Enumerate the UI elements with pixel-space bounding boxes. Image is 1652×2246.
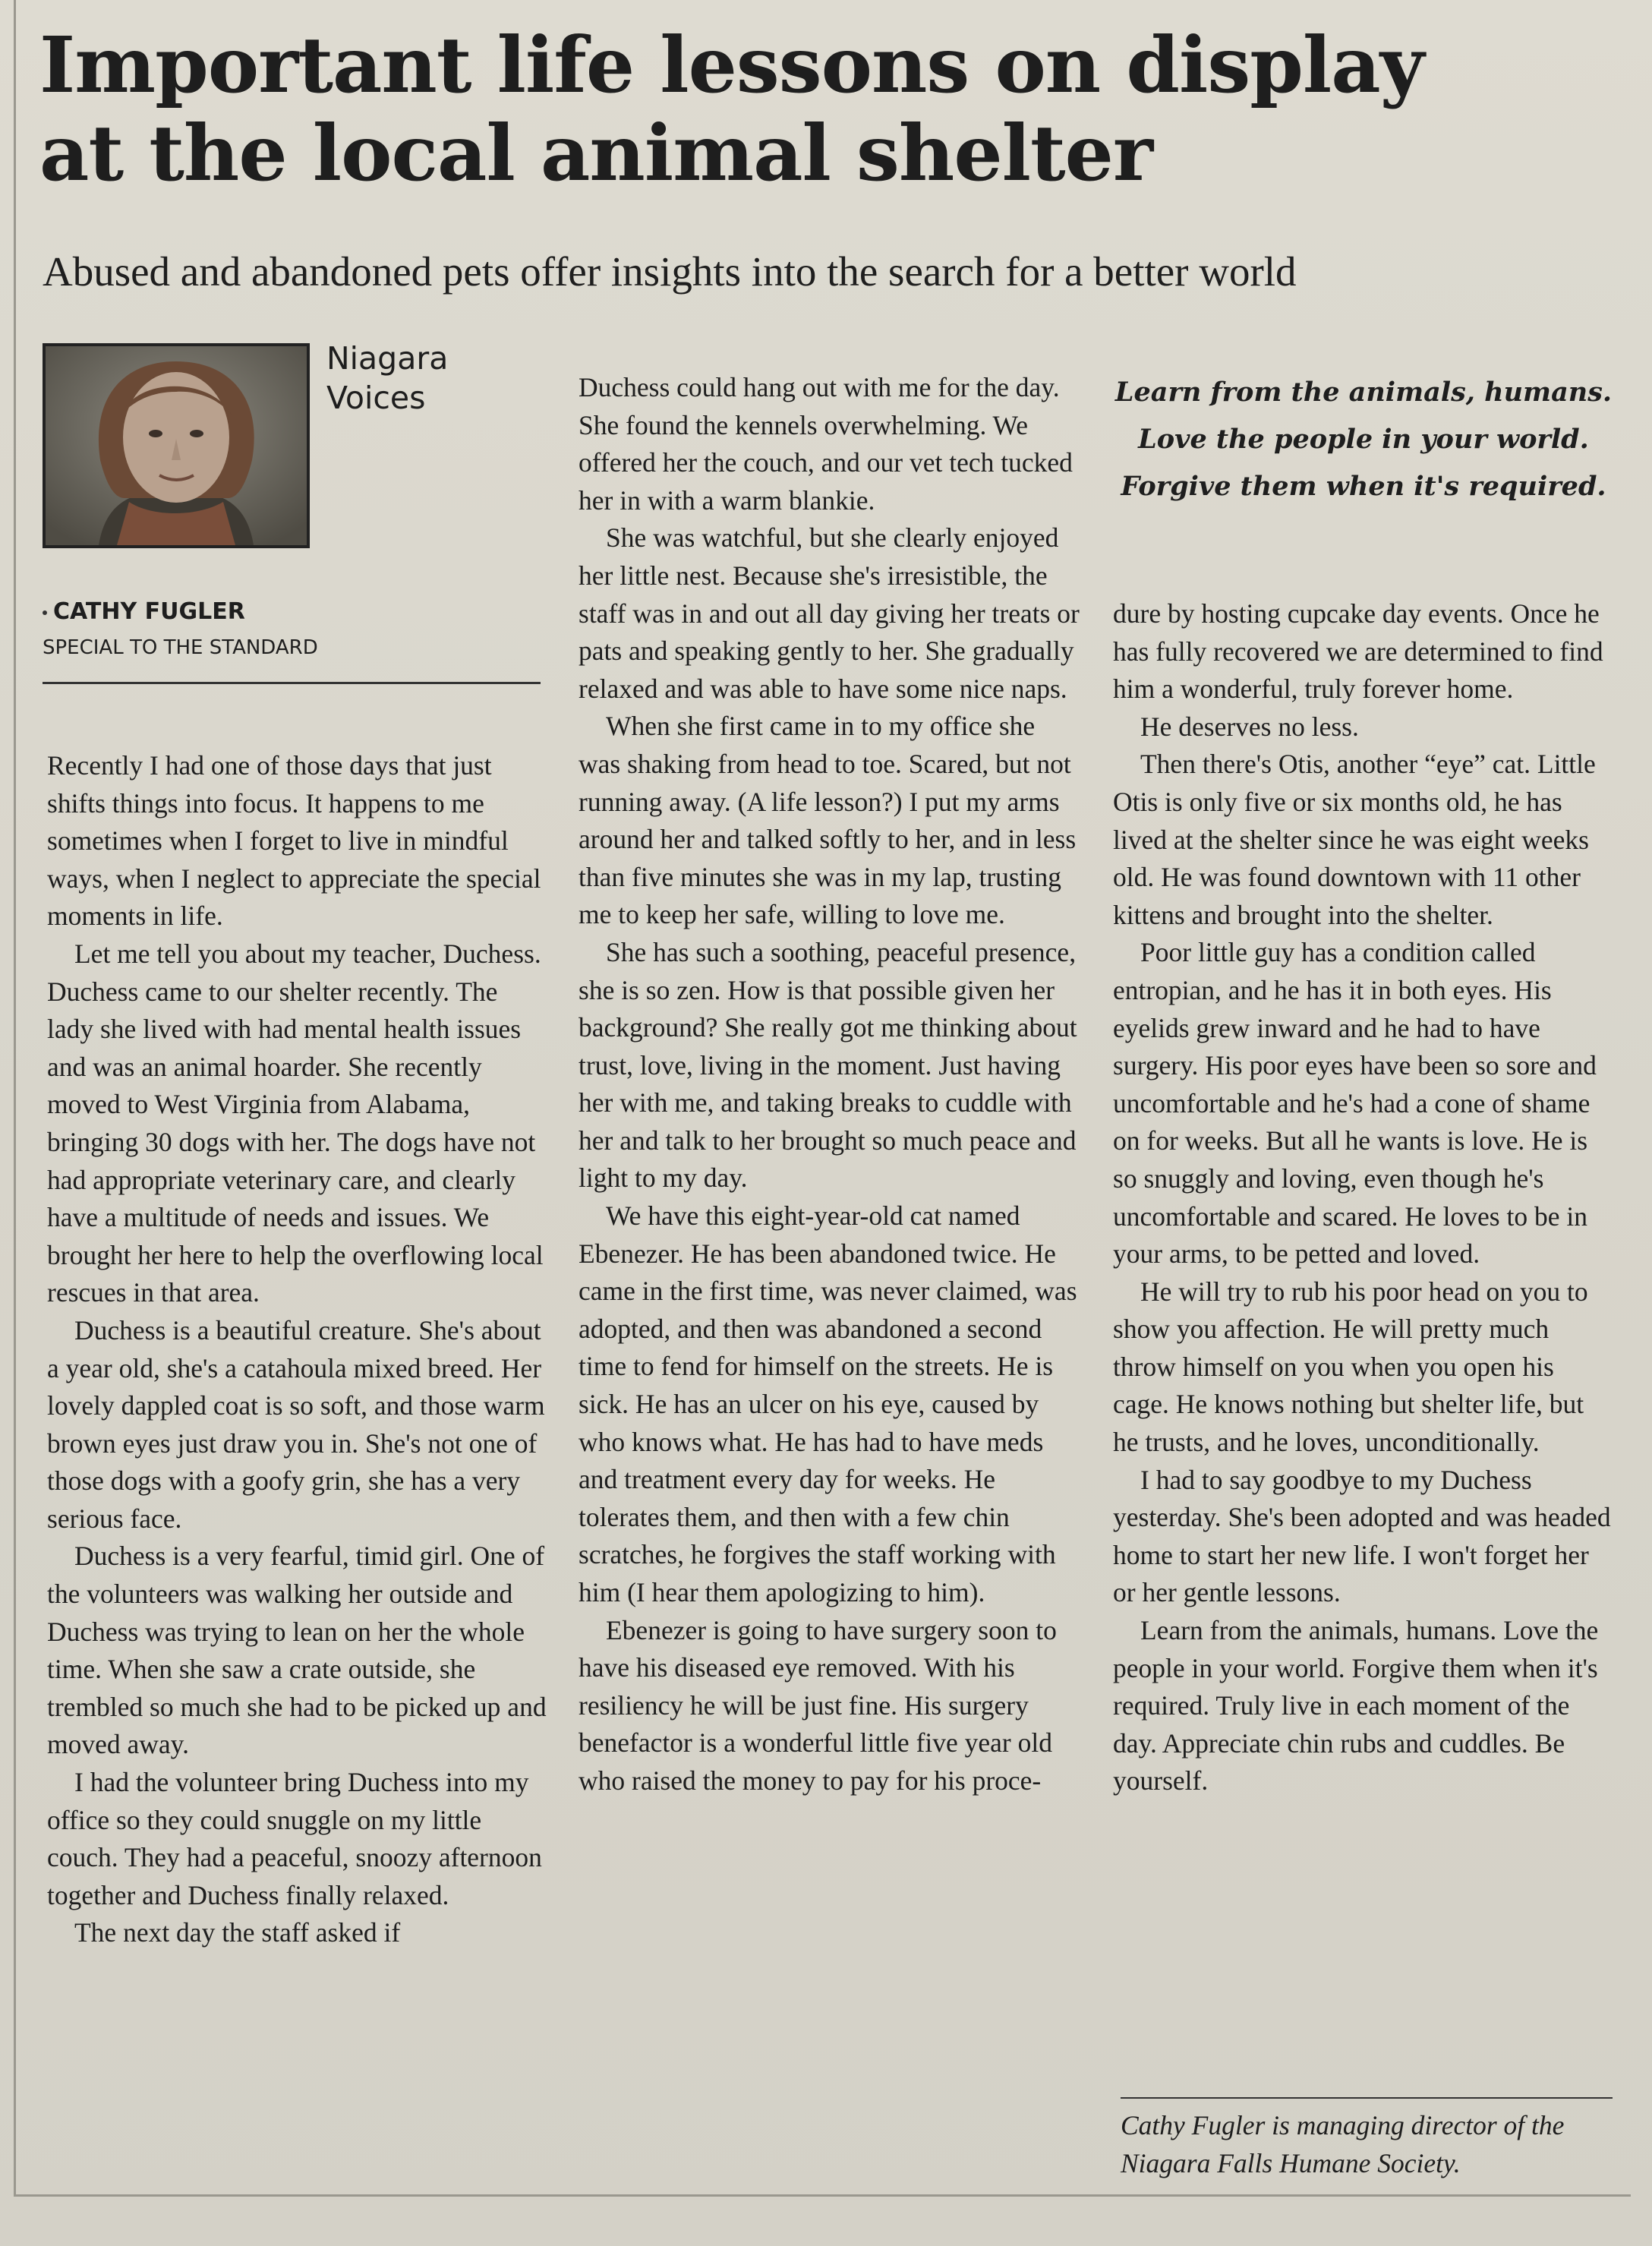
paragraph: She was watchful, but she clearly enjoyed her little nest. Because she's irresistible, the staff was in and out all day giving her treats or pats and speaking gently to her. She gradually relaxed and was able to have some nice naps. <box>579 522 1080 704</box>
paragraph: Recently I had one of those days that just shifts things into focus. It happens to me sometimes when I forget to live in mindful ways, when I neglect to appreciate the special moments in life. <box>47 750 541 932</box>
left-column-rule <box>14 0 16 2194</box>
paragraph: She has such a soothing, peaceful presence, she is so zen. How is that possible given her background? She really got me thinking about trust, love, living in the moment. Just having her with me, and taking breaks to cuddle with her and talk to her brought so much peace and light to my day. <box>579 936 1077 1194</box>
paragraph: Duchess is a beautiful creature. She's about a year old, she's a catahoula mixed breed. Her lovely dappled coat is so soft, and those warm brown eyes just draw you in. She's not one of those dogs with a goofy grin, she has a very serious face. <box>47 1314 545 1534</box>
headline-line-1: Important life lessons on display <box>39 20 1424 110</box>
author-name-text: CATHY FUGLER <box>53 598 245 625</box>
tagline-rule <box>1121 2097 1613 2099</box>
paragraph: Learn from the animals, humans. Love the people in your world. Forgive them when it's required. Truly live in each moment of the day. Appreciate chin rubs and cuddles. Be yourself. <box>1113 1615 1599 1796</box>
article-column-1 <box>47 747 548 1952</box>
paragraph: dure by hosting cupcake day events. Once he has fully recovered we are determined to find him a wonderful, truly forever home. <box>1113 598 1603 705</box>
article-column-3 <box>1113 595 1614 1800</box>
author-portrait-image <box>46 346 307 545</box>
paragraph: Duchess could hang out with me for the day. She found the kennels overwhelming. We offered her the couch, and our vet tech tucked her in with a warm blankie. <box>579 372 1073 516</box>
bullet-icon <box>43 610 47 615</box>
paragraph: The next day the staff asked if <box>74 1917 401 1948</box>
paragraph: He deserves no less. <box>1140 711 1359 742</box>
column-label <box>326 339 524 418</box>
paragraph: He will try to rub his poor head on you to show you affection. He will pretty much throw himself on you when you open his cage. He knows nothing but shelter life, but he trusts, and he loves, unconditionally. <box>1113 1276 1588 1458</box>
headline <box>39 21 1558 197</box>
byline <box>43 597 536 662</box>
bottom-rule <box>14 2194 1631 2197</box>
column-label-line-1: Niagara <box>326 340 449 377</box>
headline-line-2: at the local animal shelter <box>39 108 1153 198</box>
paragraph: Then there's Otis, another “eye” cat. Little Otis is only five or six months old, he has lived at the shelter since he was eight weeks old. He was found downtown with 11 other kittens and brought into the shelter. <box>1113 749 1596 930</box>
author-affiliation: SPECIAL TO THE STANDARD <box>43 636 318 659</box>
paragraph: Ebenezer is going to have surgery soon to have his diseased eye removed. With his resiliency he will be just fine. His surgery benefactor is a wonderful little five year old who raised the money to pay for his proce- <box>579 1614 1057 1796</box>
column-label-line-2: Voices <box>326 380 426 416</box>
author-tagline: Cathy Fugler is managing director of the Niagara Falls Humane Society. <box>1121 2110 1565 2178</box>
paragraph: Poor little guy has a condition called entropian, and he has it in both eyes. His eyelids grew inward and he had to have surgery. His poor eyes have been so sore and uncomfortable and he's had a cone of shame on for weeks. But all he wants is love. He is so snuggly and loving, even though he's uncomfortable and scared. He loves to be in your arms, to be petted and loved. <box>1113 937 1597 1270</box>
paragraph: I had to say goodbye to my Duchess yesterday. She's been adopted and was headed home to start her new life. I won't forget her or her gentle lessons. <box>1113 1464 1611 1608</box>
paragraph: Let me tell you about my teacher, Duchess. Duchess came to our shelter recently. The lady she lived with had mental health issues and was an animal hoarder. She recently moved to West Virginia from Alabama, bringing 30 dogs with her. The dogs have not had appropriate veterinary care, and clearly have a multitude of needs and issues. We brought her here to help the overflowing local rescues in that area. <box>47 938 544 1308</box>
pull-quote: Learn from the animals, humans. Love the people in your world. Forgive them when it's required. <box>1114 377 1613 502</box>
byline-rule <box>43 682 541 684</box>
paragraph: I had the volunteer bring Duchess into my office so they could snuggle on my little couch. They had a peaceful, snoozy afternoon together and Duchess finally relaxed. <box>47 1767 542 1910</box>
author-photo <box>43 343 310 548</box>
paragraph: We have this eight-year-old cat named Ebenezer. He has been abandoned twice. He came in the first time, was never claimed, was adopted, and then was abandoned a second time to fend for himself on the streets. He is sick. He has an ulcer on his eye, caused by who knows what. He has had to have meds and treatment every day for weeks. He tolerates them, and then with a few chin scratches, he forgives the staff working with him (I hear them apologizing to him). <box>579 1200 1077 1607</box>
paragraph: When she first came in to my office she was shaking from head to toe. Scared, but not running away. (A life lesson?) I put my arms around her and talked softly to her, and in less than five minutes she was in my lap, trusting me to keep her safe, willing to love me. <box>579 711 1077 930</box>
subheadline: Abused and abandoned pets offer insights into the search for a better world <box>43 248 1297 295</box>
article-column-2 <box>579 369 1080 1800</box>
paragraph: Duchess is a very fearful, timid girl. One of the volunteers was walking her outside and Duchess was trying to lean on her the whole time. When she saw a crate outside, she trembled so much she had to be picked up and moved away. <box>47 1541 547 1760</box>
author-name <box>43 597 536 627</box>
